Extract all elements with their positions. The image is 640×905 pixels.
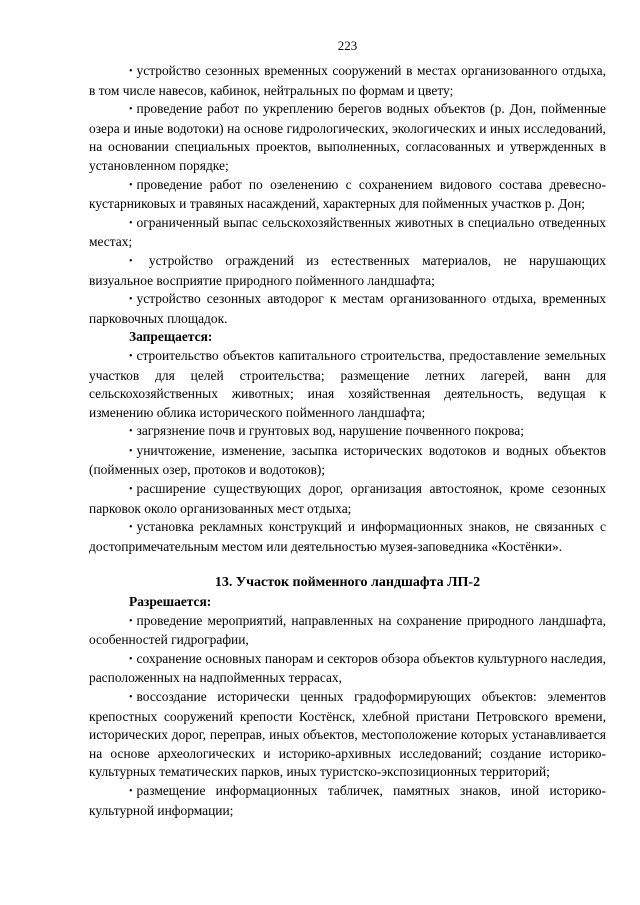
list-item — [89, 422, 606, 442]
list-item-text: проведение работ по озеленению с сохранением видового состава древесно-кустарниковых и травяных насаждений, характерных для пойменных участков р. Дон; — [89, 176, 606, 212]
list-item-text: проведение работ по укреплению берегов водных объектов (р. Дон, пойменные озера и иные водотоки) на основе гидрологических, экологических и иных исследований, на основании специальных проектов, выполненных, согласованных и утвержденных в установленном порядке; — [89, 101, 606, 173]
prohibited-heading: Запрещается: — [129, 329, 213, 345]
bullet-icon: • — [129, 426, 133, 438]
bullet-icon: • — [129, 217, 133, 229]
list-item-text: установка рекламных конструкций и информационных знаков, не связанных с достопримечательным местом или деятельностью музея-заповедника «Костёнки». — [89, 519, 606, 554]
list-item — [89, 100, 606, 175]
bullet-icon: • — [129, 350, 133, 362]
list-item — [89, 650, 606, 688]
list-item — [89, 782, 606, 820]
list-item-text: устройство ограждений из естественных материалов, не нарушающих визуальное восприятие природного пойменного ландшафта; — [89, 252, 606, 288]
bullet-icon: • — [129, 294, 133, 306]
bullet-icon: • — [129, 484, 133, 496]
list-item — [89, 62, 606, 100]
allowed-heading: Разрешается: — [129, 594, 212, 610]
list-item-text: воссоздание исторически ценных градоформирующих объектов: элементов крепостных сооружений крепости Костёнск, хлебной пристани Петровского времени, исторических дорог, переправ, иных объектов, местоположение которых устанавливается на основе археологических и историко-архивных исследований; создание историко-культурных тематических парков, иных туристско-экспозиционных территорий; — [89, 689, 606, 780]
allowed-activities-list — [89, 62, 606, 328]
list-item — [89, 176, 606, 214]
list-item-text: расширение существующих дорог, организация автостоянок, кроме сезонных парковок около организованных мест отдыха; — [89, 481, 606, 516]
list-item — [89, 688, 606, 782]
bullet-icon: • — [129, 615, 133, 627]
bullet-icon: • — [129, 522, 133, 534]
bullet-icon: • — [129, 785, 133, 797]
list-item-text: строительство объектов капитального строительства, предоставление земельных участков для целей строительства; размещение летних лагерей, ванн для сельскохозяйственных животных; иная хозяйственная деятельность, ведущая к изменению облика исторического пойменного ландшафта; — [89, 347, 606, 420]
list-item-text: уничтожение, изменение, засыпка исторических водотоков и водных объектов (пойменных озер, протоков и водотоков); — [89, 442, 606, 478]
page-number: 223 — [337, 38, 358, 53]
bullet-icon: • — [129, 692, 133, 703]
list-item-text: проведение мероприятий, направленных на сохранение природного ландшафта, особенностей гидрографии, — [89, 612, 606, 648]
bullet-icon: • — [129, 104, 133, 116]
list-item — [89, 612, 606, 650]
prohibited-activities-list — [89, 347, 606, 557]
list-item — [89, 480, 606, 518]
list-item — [89, 290, 606, 328]
list-item — [89, 442, 606, 480]
list-item — [89, 214, 606, 252]
bullet-icon: • — [129, 66, 133, 77]
bullet-icon: • — [129, 445, 133, 457]
section-title: 13. Участок пойменного ландшафта ЛП-2 — [214, 575, 481, 591]
list-item — [89, 347, 606, 422]
list-item-text: размещение информационных табличек, памятных знаков, иной историко-культурной информации; — [89, 782, 606, 818]
list-item — [89, 518, 606, 556]
list-item-text: устройство сезонных временных сооружений в местах организованного отдыха, в том числе навесов, кабинок, нейтральных по формам и цвету; — [89, 63, 606, 98]
bullet-icon: • — [129, 255, 133, 267]
list-item — [89, 252, 606, 290]
list-item-text: ограниченный выпас сельскохозяйственных животных в специально отведенных местах; — [89, 214, 606, 250]
list-item-text: устройство сезонных автодорог к местам организованного отдыха, временных парковочных площадок. — [89, 291, 606, 326]
bullet-icon: • — [129, 653, 133, 665]
list-item-text: сохранение основных панорам и секторов обзора объектов культурного наследия, расположенных на надпойменных террасах, — [89, 650, 606, 686]
section-allowed-list — [89, 612, 606, 821]
bullet-icon: • — [129, 179, 133, 191]
list-item-text: загрязнение почв и грунтовых вод, нарушение почвенного покрова; — [136, 423, 524, 439]
